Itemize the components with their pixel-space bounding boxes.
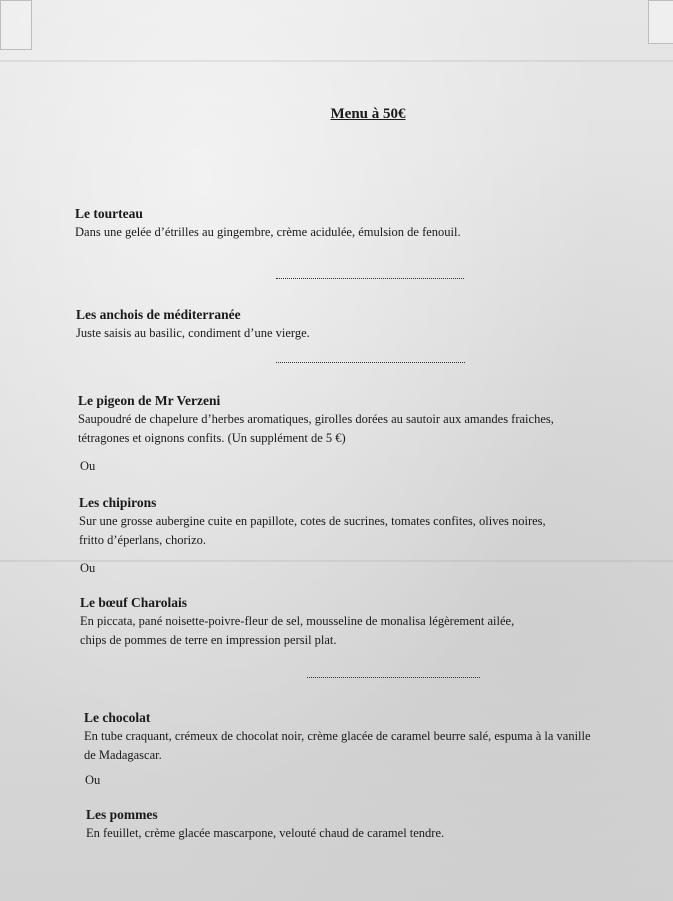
- course-pommes: [86, 805, 444, 843]
- dish-description-line-2: chips de pommes de terre en impression persil plat.: [80, 633, 337, 647]
- dish-name: Le pigeon de Mr Verzeni: [78, 393, 221, 408]
- or-label: Ou: [85, 773, 101, 787]
- dotted-separator: [276, 362, 465, 363]
- dish-name: Les chipirons: [79, 495, 157, 510]
- course-chocolat: [84, 708, 591, 765]
- dish-description-line-2: fritto d’éperlans, chorizo.: [79, 533, 207, 547]
- dish-description-line-2: de Madagascar.: [84, 748, 162, 762]
- paper-crease: [0, 60, 673, 62]
- or-label: Ou: [80, 459, 96, 473]
- dish-description: Sur une grosse aubergine cuite en papillote, cotes de sucrines, tomates confites, olives noires,: [79, 514, 546, 528]
- dish-name: Les pommes: [86, 807, 158, 822]
- dish-name: Les anchois de méditerranée: [76, 307, 241, 322]
- dotted-separator: [276, 278, 464, 279]
- dish-name: Le tourteau: [75, 206, 143, 221]
- course-boeuf: [80, 593, 514, 650]
- dish-description: Juste saisis au basilic, condiment d’une vierge.: [76, 326, 310, 340]
- dotted-separator: [307, 677, 480, 678]
- tape-top-right: [648, 0, 673, 44]
- dish-description: En piccata, pané noisette-poivre-fleur de sel, mousseline de monalisa légèrement ailée,: [80, 614, 515, 628]
- course-pigeon: [78, 391, 554, 448]
- dish-description: Saupoudré de chapelure d’herbes aromatiques, girolles dorées au sautoir aux amandes fraiches,: [78, 412, 554, 426]
- dish-description: Dans une gelée d’étrilles au gingembre, crème acidulée, émulsion de fenouil.: [75, 225, 461, 239]
- dish-name: Le chocolat: [84, 710, 151, 725]
- dish-name: Le bœuf Charolais: [80, 595, 188, 610]
- course-chipirons: [79, 493, 546, 550]
- tape-top-left: [0, 0, 32, 50]
- course-anchois: [76, 305, 310, 343]
- menu-title: Menu à 50€: [330, 106, 406, 122]
- course-tourteau: [75, 204, 461, 242]
- dish-description: En tube craquant, crémeux de chocolat noir, crème glacée de caramel beurre salé, espuma à la vanille: [84, 729, 591, 743]
- or-label: Ou: [80, 561, 96, 575]
- dish-description-line-2: tétragones et oignons confits. (Un supplément de 5 €): [78, 431, 346, 445]
- dish-description: En feuillet, crème glacée mascarpone, velouté chaud de caramel tendre.: [86, 826, 445, 840]
- paper-crease: [0, 560, 673, 562]
